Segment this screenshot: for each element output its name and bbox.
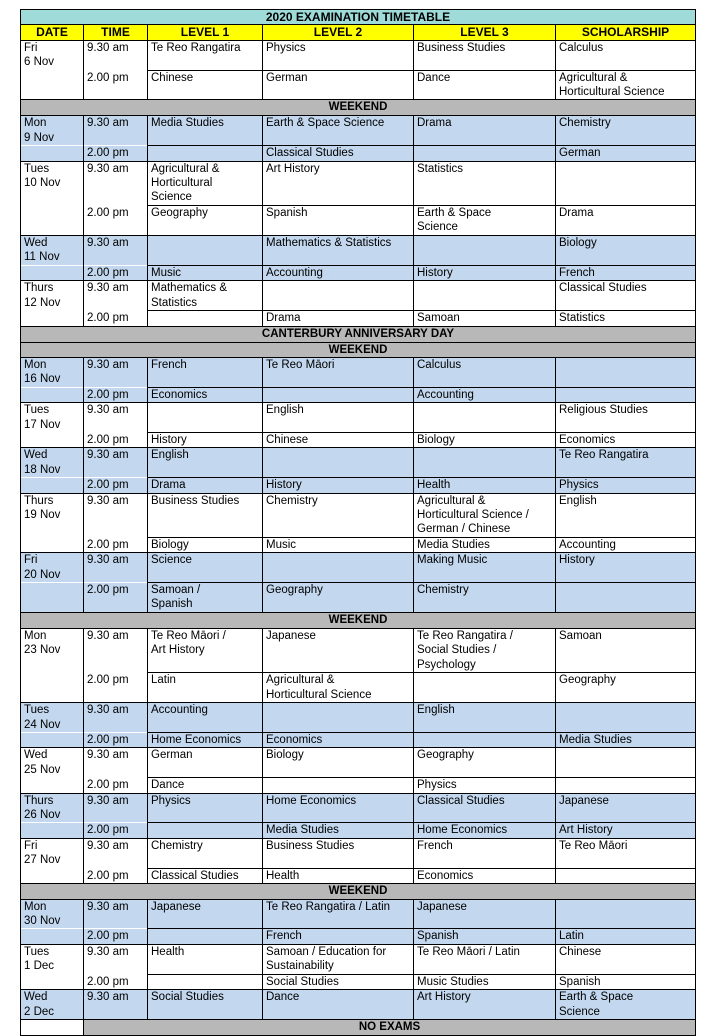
level-1-cell [148, 823, 263, 838]
level-1-cell: Home Economics [148, 733, 263, 748]
exam-row [21, 387, 696, 402]
date-cell [21, 778, 84, 793]
time-cell: 9.30 am [84, 944, 148, 974]
scholarship-cell [556, 357, 696, 387]
level-2-cell: Dance [263, 990, 414, 1020]
level-3-cell: Agricultural & Horticultural Science / German / Chinese [414, 493, 556, 537]
level-3-cell: Drama [414, 116, 556, 146]
scholarship-cell: Classical Studies [556, 281, 696, 311]
banner-row [21, 100, 696, 116]
time-cell: 2.00 pm [84, 868, 148, 883]
scholarship-cell: Te Reo Māori [556, 838, 696, 868]
level-3-cell: Making Music [414, 553, 556, 583]
scholarship-cell: Accounting [556, 537, 696, 552]
time-cell: 9.30 am [84, 235, 148, 265]
scholarship-cell [556, 703, 696, 733]
date-cell [21, 432, 84, 447]
scholarship-cell: Chinese [556, 944, 696, 974]
level-2-cell: Music [263, 537, 414, 552]
section-banner: NO EXAMS [84, 1020, 696, 1035]
exam-row [21, 793, 696, 823]
level-1-cell [148, 929, 263, 944]
level-2-cell: History [263, 478, 414, 493]
level-3-cell: Art History [414, 990, 556, 1020]
time-cell: 9.30 am [84, 899, 148, 929]
section-banner: WEEKEND [21, 342, 696, 357]
exam-row [21, 823, 696, 838]
exam-row [21, 235, 696, 265]
level-3-cell: Physics [414, 778, 556, 793]
date-cell [21, 311, 84, 327]
time-cell: 9.30 am [84, 553, 148, 583]
level-2-cell: Media Studies [263, 823, 414, 838]
level-3-cell: Samoan [414, 311, 556, 327]
level-1-cell: Science [148, 553, 263, 583]
scholarship-cell: French [556, 265, 696, 280]
date-cell [21, 265, 84, 280]
time-cell: 2.00 pm [84, 673, 148, 703]
exam-row [21, 161, 696, 205]
time-cell: 2.00 pm [84, 205, 148, 235]
time-cell: 9.30 am [84, 40, 148, 70]
level-1-cell: Media Studies [148, 116, 263, 146]
exam-row [21, 281, 696, 311]
time-cell: 2.00 pm [84, 929, 148, 944]
scholarship-cell: Japanese [556, 793, 696, 823]
level-2-cell: Drama [263, 311, 414, 327]
date-cell: Thurs 19 Nov [21, 493, 84, 537]
scholarship-cell [556, 748, 696, 778]
level-1-cell: Chinese [148, 70, 263, 100]
scholarship-cell: Art History [556, 823, 696, 838]
level-1-cell: Geography [148, 205, 263, 235]
exam-row [21, 673, 696, 703]
level-1-cell: History [148, 432, 263, 447]
level-1-cell [148, 403, 263, 433]
exam-row [21, 868, 696, 883]
header-level-3: LEVEL 3 [414, 25, 556, 40]
level-2-cell [263, 387, 414, 402]
level-2-cell: Samoan / Education for Sustainability [263, 944, 414, 974]
level-2-cell: Japanese [263, 629, 414, 673]
level-2-cell: Classical Studies [263, 146, 414, 161]
level-2-cell: Accounting [263, 265, 414, 280]
exam-row [21, 733, 696, 748]
level-1-cell: Business Studies [148, 493, 263, 537]
date-cell [21, 70, 84, 100]
level-2-cell [263, 448, 414, 478]
level-1-cell: Biology [148, 537, 263, 552]
exam-row [21, 478, 696, 493]
exam-row [21, 629, 696, 673]
level-1-cell [148, 974, 263, 989]
header-date: DATE [21, 25, 84, 40]
level-3-cell: Spanish [414, 929, 556, 944]
scholarship-cell [556, 868, 696, 883]
date-cell [21, 537, 84, 552]
time-cell: 9.30 am [84, 748, 148, 778]
time-cell: 2.00 pm [84, 537, 148, 552]
level-1-cell: Accounting [148, 703, 263, 733]
scholarship-cell: Calculus [556, 40, 696, 70]
level-3-cell: English [414, 703, 556, 733]
level-2-cell [263, 703, 414, 733]
scholarship-cell: Religious Studies [556, 403, 696, 433]
level-3-cell: Home Economics [414, 823, 556, 838]
exam-row [21, 493, 696, 537]
date-cell [21, 583, 84, 613]
header-scholarship: SCHOLARSHIP [556, 25, 696, 40]
banner-row [21, 327, 696, 342]
time-cell: 9.30 am [84, 703, 148, 733]
exam-row [21, 40, 696, 70]
level-3-cell: Accounting [414, 387, 556, 402]
timetable-body [21, 40, 696, 1035]
level-2-cell: Spanish [263, 205, 414, 235]
section-banner: WEEKEND [21, 613, 696, 629]
exam-row [21, 432, 696, 447]
level-2-cell: Mathematics & Statistics [263, 235, 414, 265]
level-3-cell: Business Studies [414, 40, 556, 70]
level-3-cell: Te Reo Rangatira / Social Studies / Psychology [414, 629, 556, 673]
date-cell [21, 868, 84, 883]
level-2-cell: Business Studies [263, 838, 414, 868]
level-3-cell [414, 235, 556, 265]
level-3-cell: Health [414, 478, 556, 493]
level-2-cell: Chemistry [263, 493, 414, 537]
level-2-cell: Physics [263, 40, 414, 70]
exam-row [21, 116, 696, 146]
level-1-cell [148, 311, 263, 327]
column-header-row [21, 25, 696, 40]
exam-row [21, 553, 696, 583]
date-cell: Tues 10 Nov [21, 161, 84, 205]
date-cell: Tues 17 Nov [21, 403, 84, 433]
level-3-cell: Japanese [414, 899, 556, 929]
level-3-cell: Geography [414, 748, 556, 778]
level-1-cell: Classical Studies [148, 868, 263, 883]
level-2-cell [263, 778, 414, 793]
level-1-cell: Mathematics & Statistics [148, 281, 263, 311]
level-3-cell: Statistics [414, 161, 556, 205]
level-3-cell: History [414, 265, 556, 280]
level-1-cell: Social Studies [148, 990, 263, 1020]
time-cell: 9.30 am [84, 116, 148, 146]
scholarship-cell: Statistics [556, 311, 696, 327]
exam-row [21, 778, 696, 793]
header-level-2: LEVEL 2 [263, 25, 414, 40]
date-cell [21, 974, 84, 989]
level-1-cell: Physics [148, 793, 263, 823]
time-cell: 2.00 pm [84, 733, 148, 748]
scholarship-cell [556, 583, 696, 613]
exam-row [21, 703, 696, 733]
level-2-cell: German [263, 70, 414, 100]
level-3-cell: Biology [414, 432, 556, 447]
time-cell: 9.30 am [84, 403, 148, 433]
scholarship-cell [556, 387, 696, 402]
level-2-cell: Health [263, 868, 414, 883]
date-cell: Fri 6 Nov [21, 40, 84, 70]
scholarship-cell: Economics [556, 432, 696, 447]
time-cell: 9.30 am [84, 161, 148, 205]
scholarship-cell: Drama [556, 205, 696, 235]
level-2-cell: Art History [263, 161, 414, 205]
date-cell: Wed 11 Nov [21, 235, 84, 265]
level-2-cell: Agricultural & Horticultural Science [263, 673, 414, 703]
scholarship-cell: Biology [556, 235, 696, 265]
time-cell: 9.30 am [84, 357, 148, 387]
time-cell: 2.00 pm [84, 432, 148, 447]
level-1-cell [148, 146, 263, 161]
level-1-cell: Music [148, 265, 263, 280]
date-cell [21, 205, 84, 235]
exam-row [21, 537, 696, 552]
header-level-1: LEVEL 1 [148, 25, 263, 40]
scholarship-cell: Agricultural & Horticultural Science [556, 70, 696, 100]
level-2-cell [263, 553, 414, 583]
exam-row [21, 265, 696, 280]
time-cell: 2.00 pm [84, 70, 148, 100]
level-1-cell: Health [148, 944, 263, 974]
level-3-cell [414, 448, 556, 478]
level-3-cell: Chemistry [414, 583, 556, 613]
date-cell: Tues 1 Dec [21, 944, 84, 974]
timetable-title: 2020 EXAMINATION TIMETABLE [21, 10, 696, 25]
level-2-cell [263, 281, 414, 311]
level-2-cell: French [263, 929, 414, 944]
level-1-cell: Te Reo Rangatira [148, 40, 263, 70]
date-cell: Wed 25 Nov [21, 748, 84, 778]
level-1-cell: Agricultural & Horticultural Science [148, 161, 263, 205]
scholarship-cell: Samoan [556, 629, 696, 673]
level-2-cell: Te Reo Rangatira / Latin [263, 899, 414, 929]
level-2-cell: Earth & Space Science [263, 116, 414, 146]
time-cell: 9.30 am [84, 990, 148, 1020]
time-cell: 2.00 pm [84, 265, 148, 280]
level-3-cell: Te Reo Māori / Latin [414, 944, 556, 974]
level-2-cell: English [263, 403, 414, 433]
date-cell: Thurs 26 Nov [21, 793, 84, 823]
time-cell: 9.30 am [84, 793, 148, 823]
level-3-cell [414, 673, 556, 703]
date-cell: Mon 30 Nov [21, 899, 84, 929]
scholarship-cell [556, 778, 696, 793]
exam-row [21, 146, 696, 161]
exam-row [21, 205, 696, 235]
banner-row [21, 1020, 696, 1035]
date-cell: Fri 20 Nov [21, 553, 84, 583]
level-1-cell: Economics [148, 387, 263, 402]
date-cell: Mon 9 Nov [21, 116, 84, 146]
level-3-cell: Classical Studies [414, 793, 556, 823]
level-2-cell: Te Reo Māori [263, 357, 414, 387]
scholarship-cell: Geography [556, 673, 696, 703]
date-cell: Fri 27 Nov [21, 838, 84, 868]
date-cell [21, 733, 84, 748]
date-cell: Tues 24 Nov [21, 703, 84, 733]
level-1-cell: French [148, 357, 263, 387]
exam-row [21, 974, 696, 989]
date-cell: Thurs 12 Nov [21, 281, 84, 311]
section-banner: WEEKEND [21, 100, 696, 116]
level-1-cell: Te Reo Māori / Art History [148, 629, 263, 673]
level-3-cell: Earth & Space Science [414, 205, 556, 235]
banner-row [21, 342, 696, 357]
scholarship-cell: German [556, 146, 696, 161]
level-3-cell [414, 733, 556, 748]
banner-row [21, 613, 696, 629]
exam-row [21, 990, 696, 1020]
exam-row [21, 357, 696, 387]
scholarship-cell: Spanish [556, 974, 696, 989]
date-cell: Wed 18 Nov [21, 448, 84, 478]
level-2-cell: Economics [263, 733, 414, 748]
level-3-cell: Calculus [414, 357, 556, 387]
level-2-cell: Chinese [263, 432, 414, 447]
scholarship-cell: Latin [556, 929, 696, 944]
level-1-cell: English [148, 448, 263, 478]
level-1-cell: Chemistry [148, 838, 263, 868]
header-time: TIME [84, 25, 148, 40]
scholarship-cell: English [556, 493, 696, 537]
level-3-cell [414, 281, 556, 311]
level-3-cell: Economics [414, 868, 556, 883]
scholarship-cell: Earth & Space Science [556, 990, 696, 1020]
level-3-cell: Dance [414, 70, 556, 100]
level-1-cell: Dance [148, 778, 263, 793]
time-cell: 9.30 am [84, 281, 148, 311]
date-cell: Wed 2 Dec [21, 990, 84, 1020]
section-banner: CANTERBURY ANNIVERSARY DAY [21, 327, 696, 342]
level-2-cell: Home Economics [263, 793, 414, 823]
exam-row [21, 583, 696, 613]
time-cell: 2.00 pm [84, 387, 148, 402]
exam-row [21, 944, 696, 974]
level-3-cell [414, 146, 556, 161]
level-1-cell: German [148, 748, 263, 778]
scholarship-cell [556, 161, 696, 205]
date-cell [21, 823, 84, 838]
scholarship-cell [556, 899, 696, 929]
date-cell [21, 929, 84, 944]
time-cell: 2.00 pm [84, 311, 148, 327]
exam-row [21, 70, 696, 100]
exam-row [21, 899, 696, 929]
section-banner: WEEKEND [21, 884, 696, 899]
level-3-cell: French [414, 838, 556, 868]
scholarship-cell: Physics [556, 478, 696, 493]
level-3-cell [414, 403, 556, 433]
time-cell: 2.00 pm [84, 583, 148, 613]
scholarship-cell: Te Reo Rangatira [556, 448, 696, 478]
time-cell: 2.00 pm [84, 974, 148, 989]
exam-row [21, 403, 696, 433]
date-cell [21, 478, 84, 493]
exam-row [21, 838, 696, 868]
level-2-cell: Geography [263, 583, 414, 613]
exam-row [21, 311, 696, 327]
scholarship-cell: Chemistry [556, 116, 696, 146]
exam-row [21, 748, 696, 778]
date-cell: Mon 16 Nov [21, 357, 84, 387]
time-cell: 2.00 pm [84, 146, 148, 161]
level-3-cell: Media Studies [414, 537, 556, 552]
exam-row [21, 929, 696, 944]
time-cell: 9.30 am [84, 448, 148, 478]
time-cell: 9.30 am [84, 838, 148, 868]
level-1-cell: Samoan / Spanish [148, 583, 263, 613]
banner-row [21, 884, 696, 899]
time-cell: 2.00 pm [84, 823, 148, 838]
level-1-cell: Japanese [148, 899, 263, 929]
level-1-cell: Drama [148, 478, 263, 493]
exam-row [21, 448, 696, 478]
level-2-cell: Social Studies [263, 974, 414, 989]
time-cell: 2.00 pm [84, 478, 148, 493]
level-1-cell: Latin [148, 673, 263, 703]
time-cell: 2.00 pm [84, 778, 148, 793]
date-cell: Mon 23 Nov [21, 629, 84, 673]
time-cell: 9.30 am [84, 493, 148, 537]
date-cell [21, 387, 84, 402]
level-2-cell: Biology [263, 748, 414, 778]
scholarship-cell: History [556, 553, 696, 583]
level-3-cell: Music Studies [414, 974, 556, 989]
date-cell [21, 146, 84, 161]
level-1-cell [148, 235, 263, 265]
scholarship-cell: Media Studies [556, 733, 696, 748]
timetable [20, 9, 696, 1036]
time-cell: 9.30 am [84, 629, 148, 673]
date-cell [21, 673, 84, 703]
blank-cell [21, 1020, 84, 1035]
